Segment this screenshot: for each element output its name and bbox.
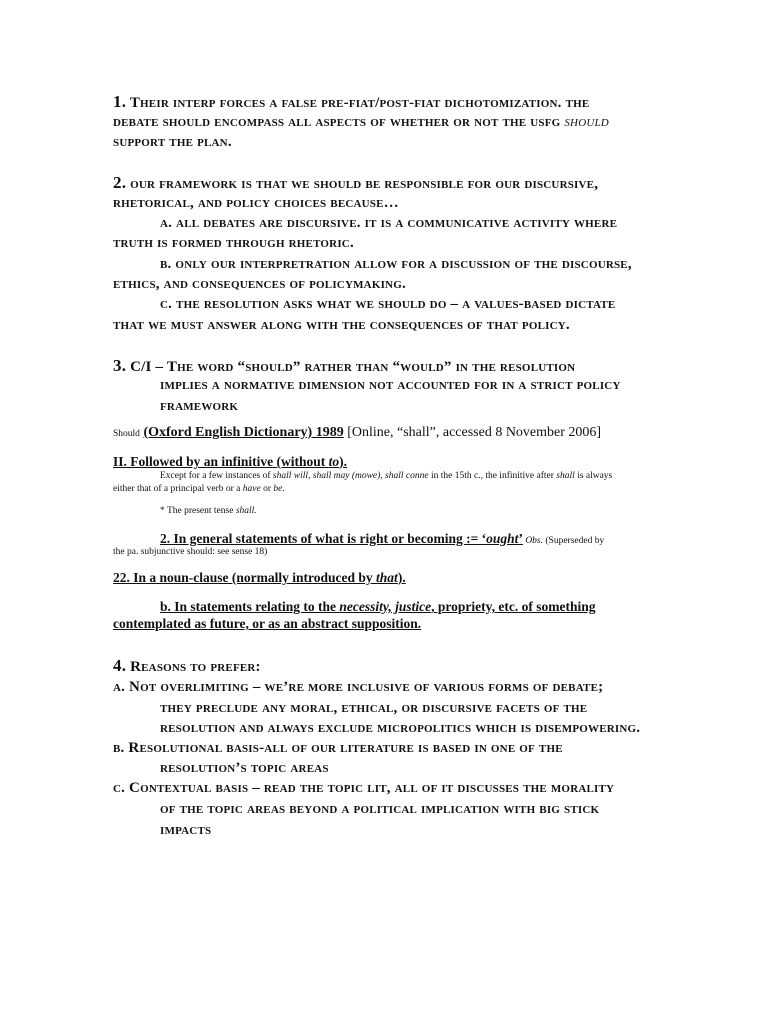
sense-2-quote: ’ bbox=[518, 531, 523, 546]
section-3-number: 3. bbox=[113, 356, 127, 375]
sense-b-text: b. In statements relating to the bbox=[160, 599, 340, 614]
section-4-a-line-2: they preclude any moral, ethical, or discursive facets of the bbox=[160, 700, 588, 716]
oed-sense-2-line-2: the pa. subjunctive should: see sense 18) bbox=[113, 547, 268, 557]
note-part: is always bbox=[574, 471, 613, 481]
sense-22-end: ). bbox=[397, 570, 406, 585]
section-1-line-3 bbox=[113, 134, 232, 151]
citation-line bbox=[113, 425, 601, 441]
note-part-italic: have bbox=[242, 484, 261, 494]
oed-heading-italic: to bbox=[328, 454, 340, 469]
citation-detail: [Online, “shall”, accessed 8 November 2006] bbox=[343, 425, 602, 440]
note-part: either that of a principal verb or a bbox=[113, 484, 243, 494]
section-1-line-2 bbox=[113, 114, 609, 131]
oed-heading-ii bbox=[113, 454, 347, 470]
section-4-c-line-3: impacts bbox=[160, 822, 212, 838]
section-1-italic-should: should bbox=[564, 114, 609, 130]
oed-sense-b-line-1 bbox=[160, 599, 595, 615]
citation-word: Should bbox=[113, 429, 140, 439]
section-2-c-line-1: c. the resolution asks what we should do – a values-based dictate bbox=[160, 296, 616, 312]
sense-22-italic: that bbox=[376, 570, 398, 585]
section-1-number: 1. bbox=[113, 92, 127, 111]
note-part-italic: shall bbox=[556, 471, 575, 481]
oed-note-line-2 bbox=[113, 484, 285, 494]
note-part: or bbox=[260, 484, 274, 494]
section-3-line-2: implies a normative dimension not accounted for in a strict policy bbox=[160, 377, 621, 393]
sense-2-superseded: (Superseded by bbox=[543, 536, 605, 546]
section-4-heading-text: Reasons to prefer: bbox=[130, 659, 261, 675]
section-2-text-1: our framework is that we should be responsible for our discursive, bbox=[130, 176, 599, 192]
section-4-a-line-1: a. Not overlimiting – we’re more inclusive of various forms of debate; bbox=[113, 679, 604, 695]
section-2-a-line-2: truth is formed through rhetoric. bbox=[113, 235, 354, 251]
section-2-line-1 bbox=[113, 173, 598, 193]
note-part: in the 15th c., the infinitive after bbox=[428, 471, 557, 481]
section-2-b-line-1: b. only our interpretration allow for a discussion of the discourse, bbox=[160, 256, 632, 272]
section-4-c-line-1: c. Contextual basis – read the topic lit, all of it discusses the morality bbox=[113, 780, 615, 796]
sense-b-text-2: , propriety, etc. of something bbox=[431, 599, 596, 614]
present-italic: shall. bbox=[235, 506, 257, 516]
section-3-text-1: C/I – The word “should” rather than “would” in the resolution bbox=[130, 359, 576, 375]
present-text: * The present tense bbox=[160, 506, 236, 516]
sense-2-ought: ought bbox=[486, 531, 519, 546]
section-1-text-3: support the plan. bbox=[113, 134, 232, 150]
citation-source: (Oxford English Dictionary) 1989 bbox=[143, 425, 344, 440]
section-4-b-line-1: b. Resolutional basis-all of our literature is based in one of the bbox=[113, 740, 563, 756]
section-4-heading bbox=[113, 656, 261, 676]
section-3-line-1 bbox=[113, 356, 575, 376]
oed-present-tense bbox=[160, 506, 257, 516]
section-4-number: 4. bbox=[113, 656, 127, 675]
note-part-italic: shall will, shall may (mowe), shall conne bbox=[272, 471, 429, 481]
sense-b-italic: necessity, justice bbox=[339, 599, 432, 614]
sense-2-obs: Obs. bbox=[522, 536, 543, 546]
section-2-c-line-2: that we must answer along with the consequences of that policy. bbox=[113, 317, 570, 333]
oed-heading-text: II. Followed by an infinitive (without bbox=[113, 454, 329, 469]
section-4-a-line-3: resolution and always exclude micropolitics which is disempowering. bbox=[160, 720, 641, 736]
oed-note-line-1 bbox=[160, 471, 612, 481]
note-part-italic: be bbox=[273, 484, 283, 494]
sense-2-text: 2. In general statements of what is right or becoming := ‘ bbox=[160, 531, 487, 546]
oed-heading-end: ). bbox=[339, 454, 348, 469]
note-part: Except for a few instances of bbox=[160, 471, 273, 481]
section-2-b-line-2: ethics, and consequences of policymaking. bbox=[113, 276, 406, 292]
section-2-line-2: rhetorical, and policy choices because… bbox=[113, 195, 399, 211]
oed-sense-2-line-1 bbox=[160, 530, 604, 548]
oed-sense-b-line-2: contemplated as future, or as an abstract supposition. bbox=[113, 616, 422, 631]
section-1-line-1 bbox=[113, 92, 589, 112]
section-4-c-line-2: of the topic areas beyond a political implication with big stick bbox=[160, 801, 600, 817]
section-1-text-2: debate should encompass all aspects of whether or not the usfg bbox=[113, 114, 565, 130]
oed-sense-22 bbox=[113, 570, 406, 586]
section-2-a-line-1: a. all debates are discursive. it is a communicative activity where bbox=[160, 215, 618, 231]
section-2-number: 2. bbox=[113, 173, 127, 192]
section-4-b-line-2: resolution’s topic areas bbox=[160, 760, 329, 776]
note-part: . bbox=[282, 484, 285, 494]
sense-22-text: 22. In a noun-clause (normally introduced by bbox=[113, 570, 377, 585]
section-1-text-1: Their interp forces a false pre-fiat/post-fiat dichotomization. the bbox=[129, 95, 590, 111]
section-3-line-3: framework bbox=[160, 398, 239, 414]
